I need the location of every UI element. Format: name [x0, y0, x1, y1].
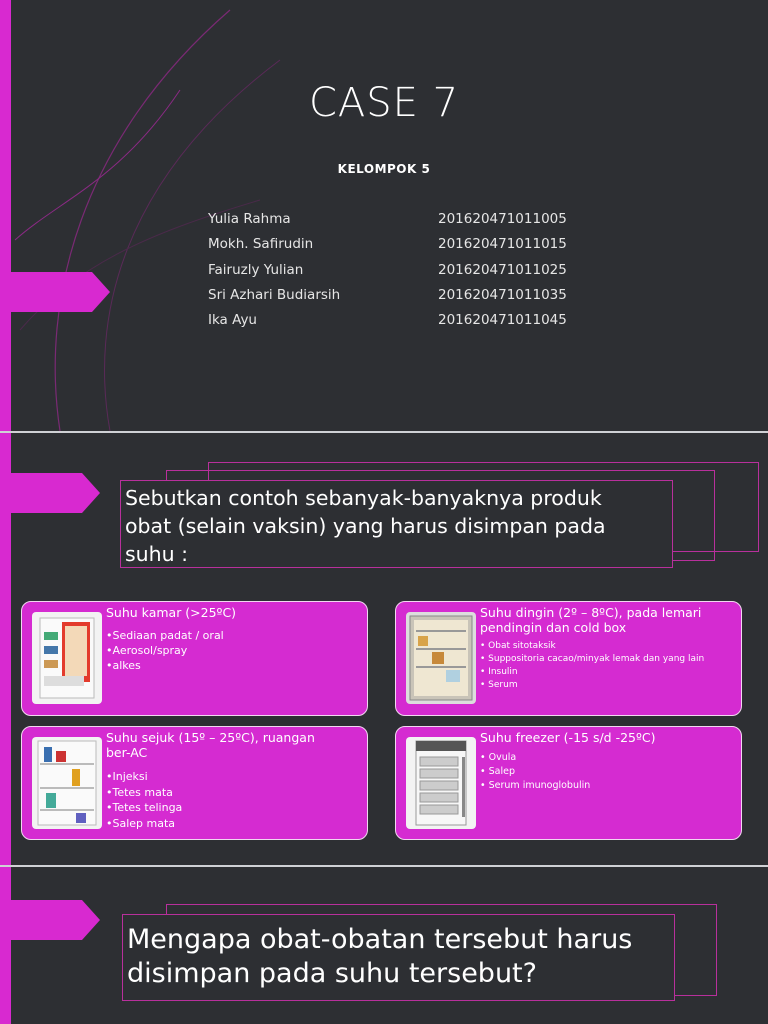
member-id: 201620471011005	[438, 211, 567, 227]
cabinet-image	[32, 612, 102, 704]
member-id: 201620471011035	[438, 287, 567, 303]
member-name: Fairuzly Yulian	[208, 262, 304, 278]
member-name: Sri Azhari Budiarsih	[208, 287, 341, 303]
storage-card-cool-temp	[21, 726, 368, 840]
accent-bar	[0, 867, 11, 1024]
question-text	[125, 484, 606, 568]
card-list-item: •Aerosol/spray	[106, 644, 188, 657]
member-name: Ika Ayu	[208, 312, 257, 328]
card-list-item: • Obat sitotaksik	[480, 641, 556, 651]
card-list-item: • Serum imunoglobulin	[480, 780, 591, 791]
question-text	[127, 923, 632, 991]
card-title	[480, 605, 701, 635]
card-list	[480, 751, 590, 793]
member-name: Mokh. Safirudin	[208, 236, 314, 252]
slide-1	[0, 0, 768, 431]
refrigerator-image	[406, 612, 476, 704]
card-list-item: •Salep mata	[106, 816, 176, 830]
member-name: Yulia Rahma	[208, 211, 291, 227]
card-title: Suhu freezer (-15 s/d -25ºC)	[480, 730, 656, 745]
card-list-item: • Salep	[480, 766, 515, 777]
freezer-image	[406, 737, 476, 829]
card-list	[106, 628, 224, 673]
medicine-shelf-image	[32, 737, 102, 829]
card-title-line: Suhu dingin (2º – 8ºC), pada lemari	[480, 605, 702, 620]
card-list-item: •Tetes telinga	[106, 801, 183, 814]
card-list-item: • Insulin	[480, 667, 518, 677]
card-list-item: • Suppositoria cacao/minyak lemak dan yang lain	[480, 654, 705, 664]
question-line: disimpan pada suhu tersebut?	[127, 958, 537, 989]
member-id: 201620471011025	[438, 262, 567, 278]
member-id: 201620471011045	[438, 312, 567, 328]
card-list	[106, 769, 182, 831]
question-line: Sebutkan contoh sebanyak-banyaknya produk	[125, 486, 602, 510]
card-list	[480, 640, 704, 692]
question-line: Mengapa obat-obatan tersebut harus	[127, 924, 633, 955]
storage-card-cold-temp	[395, 601, 742, 716]
card-list-item: •Injeksi	[106, 770, 148, 783]
card-title	[106, 730, 315, 760]
card-list-item: •Sediaan padat / oral	[106, 629, 224, 642]
slide-title: CASE 7	[308, 80, 460, 126]
question-line: suhu :	[125, 542, 189, 566]
card-list-item: • Ovula	[480, 752, 517, 763]
slide-tab-arrow	[0, 900, 110, 940]
slide-subtitle: KELOMPOK 5	[337, 162, 431, 176]
question-line: obat (selain vaksin) yang harus disimpan pada	[125, 514, 606, 538]
card-list-item: •Tetes mata	[106, 785, 173, 799]
slide-3	[0, 867, 768, 1024]
card-list-item: • Serum	[480, 680, 518, 690]
slide-tab-arrow	[0, 473, 110, 513]
member-id: 201620471011015	[438, 236, 567, 252]
card-title-line: pendingin dan cold box	[480, 620, 627, 635]
storage-card-room-temp	[21, 601, 368, 716]
slide-2	[0, 433, 768, 865]
card-list-item: •alkes	[106, 659, 141, 672]
card-title: Suhu kamar (>25ºC)	[106, 605, 237, 620]
card-title-line: ber-AC	[106, 745, 148, 760]
card-title-line: Suhu sejuk (15º – 25ºC), ruangan	[106, 730, 315, 745]
storage-card-freezer	[395, 726, 742, 840]
slide-tab-arrow	[0, 272, 110, 312]
